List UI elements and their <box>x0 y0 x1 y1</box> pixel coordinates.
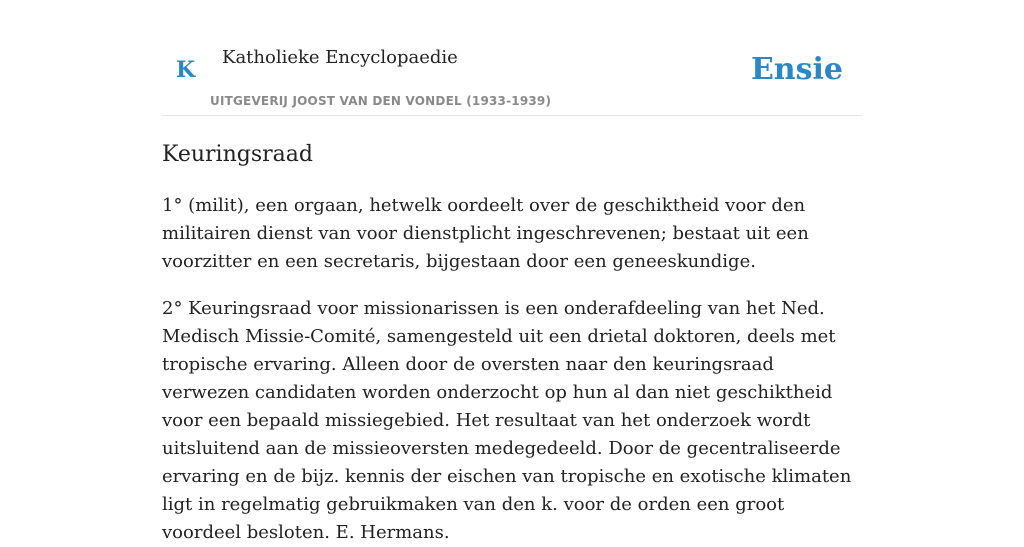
site-logo[interactable]: K <box>176 57 196 83</box>
site-header <box>162 36 862 116</box>
article-paragraph: 1° (milit), een orgaan, hetwelk oordeelt over de geschiktheid voor den militairen dienst van voor dienstplicht ingeschrevenen; bestaat uit een voorzitter en een secretaris, bijgestaan door een geneeskundige. <box>162 195 809 272</box>
article-title: Keuringsraad <box>162 142 313 167</box>
article-paragraph: 2° Keuringsraad voor missionarissen is een onderafdeeling van het Ned. Medisch Missie-Comité, samengesteld uit een drietal doktoren, deels met tropische ervaring. Alleen door de oversten naar den keuringsraad verwezen candidaten worden onderzocht op hun al dan niet geschiktheid voor een bepaald missiegebied. Het resultaat van het onderzoek wordt uitsluitend aan de missieoversten medegedeeld. Door de gecentraliseerde ervaring en de bijz. kennis der eischen van tropische en exotische klimaten ligt in regelmatig gebruikmaken van den k. voor de orden een groot voordeel besloten. E. Hermans. <box>162 298 852 543</box>
publisher-label: UITGEVERIJ JOOST VAN DEN VONDEL (1933-1939) <box>210 94 552 108</box>
brand-logo[interactable]: Ensie <box>750 52 843 87</box>
site-title[interactable]: Katholieke Encyclopaedie <box>222 47 458 68</box>
article <box>162 139 862 547</box>
